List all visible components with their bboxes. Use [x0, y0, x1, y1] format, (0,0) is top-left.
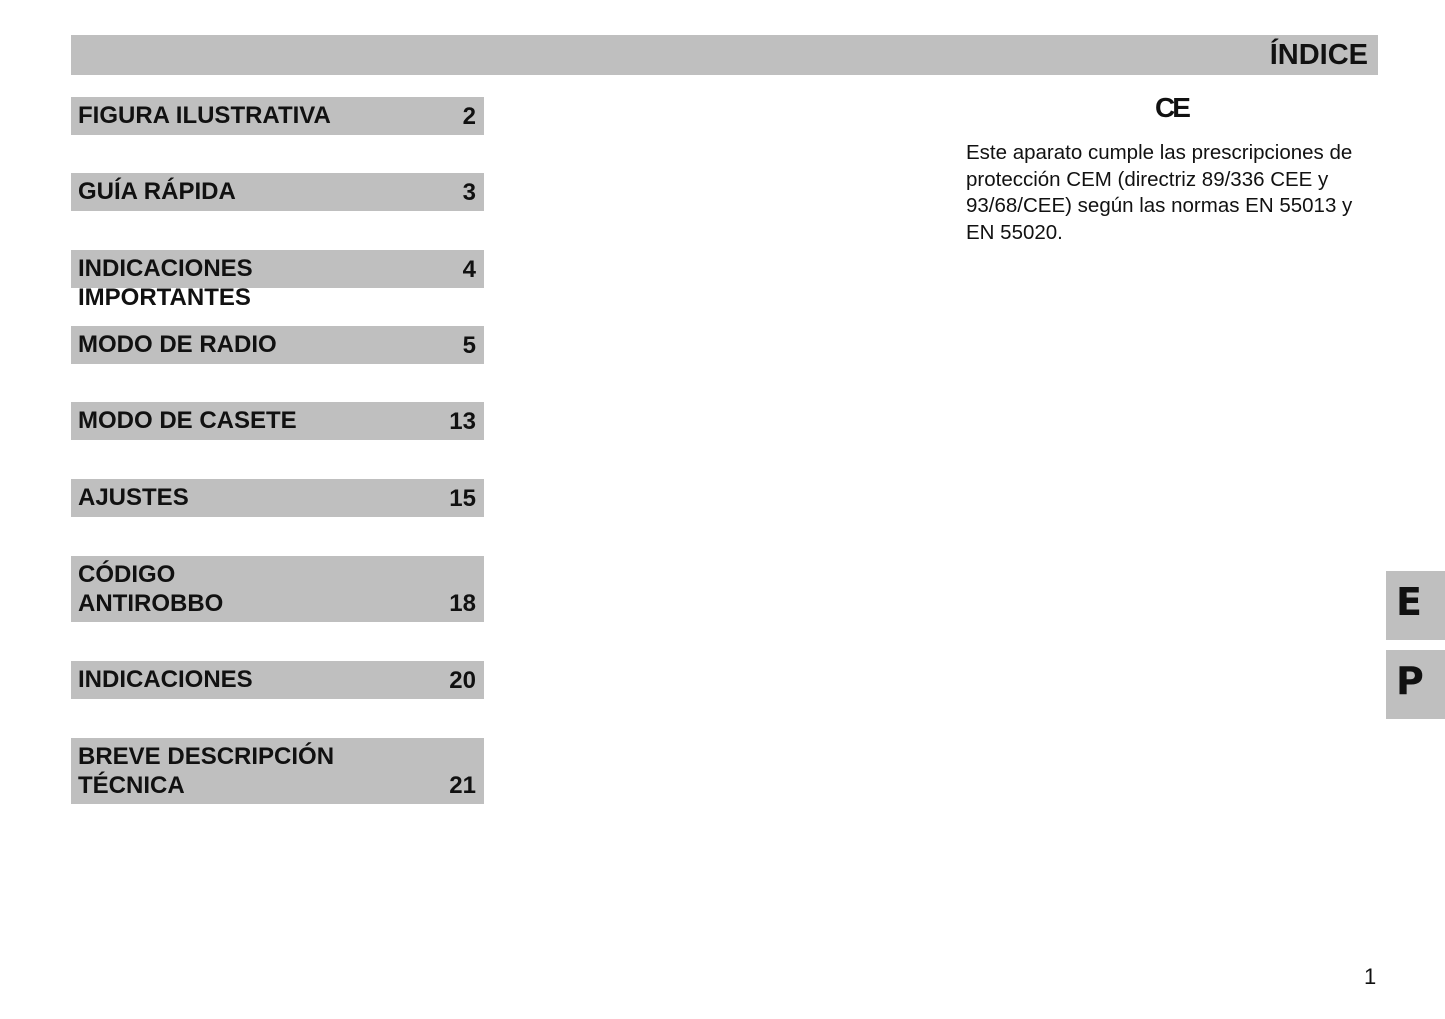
- toc-entry-page: 5: [462, 332, 476, 359]
- toc-entry-page: 15: [449, 485, 476, 512]
- toc-entry-page: 4: [462, 256, 476, 283]
- toc-entry-indicaciones-importantes[interactable]: [71, 250, 484, 311]
- toc-entry-label: BREVE DESCRIPCIÓN TÉCNICA: [78, 743, 335, 799]
- toc-entry-page: 20: [449, 667, 476, 694]
- page-title: ÍNDICE: [1269, 39, 1368, 71]
- toc-entry-label: GUÍA RÁPIDA: [78, 178, 236, 205]
- toc-entry-guia-rapida[interactable]: [71, 173, 484, 211]
- toc-entry-label: INDICACIONES IMPORTANTES: [78, 255, 253, 311]
- toc-entry-indicaciones[interactable]: [71, 661, 484, 699]
- toc-entry-page: 21: [449, 772, 476, 799]
- header-bar: [71, 35, 1378, 75]
- toc-entry-label: INDICACIONES: [78, 666, 253, 693]
- toc-entry-label: CÓDIGO ANTIROBBO: [78, 561, 224, 617]
- toc-entry-label: MODO DE RADIO: [78, 331, 277, 358]
- language-tab-label: P: [1396, 659, 1424, 703]
- toc-entry-label: AJUSTES: [78, 484, 189, 511]
- toc-entry-figura-ilustrativa[interactable]: [71, 97, 484, 135]
- toc-entry-label: MODO DE CASETE: [78, 407, 297, 434]
- toc-entry-page: 18: [449, 590, 476, 617]
- toc-entry-modo-de-radio[interactable]: [71, 326, 484, 364]
- ce-mark-icon: CE: [1155, 92, 1188, 123]
- language-tab-p[interactable]: [1386, 650, 1445, 719]
- toc-entry-modo-de-casete[interactable]: [71, 402, 484, 440]
- toc-entry-label: FIGURA ILUSTRATIVA: [78, 102, 331, 129]
- toc-entry-codigo-antirobbo[interactable]: [71, 556, 484, 622]
- compliance-notice: Este aparato cumple las prescripciones de protección CEM (directriz 89/336 CEE y 93/68/CEE) según las normas EN 55013 y EN 55020.: [966, 141, 1353, 244]
- page-number: 1: [1364, 964, 1377, 989]
- language-tab-label: E: [1396, 580, 1422, 624]
- toc-entry-breve-descripcion-tecnica[interactable]: [71, 738, 484, 804]
- toc-entry-ajustes[interactable]: [71, 479, 484, 517]
- toc-entry-page: 3: [462, 179, 476, 206]
- toc-entry-page: 13: [449, 408, 476, 435]
- language-tab-e[interactable]: [1386, 571, 1445, 640]
- toc-entry-page: 2: [462, 103, 476, 130]
